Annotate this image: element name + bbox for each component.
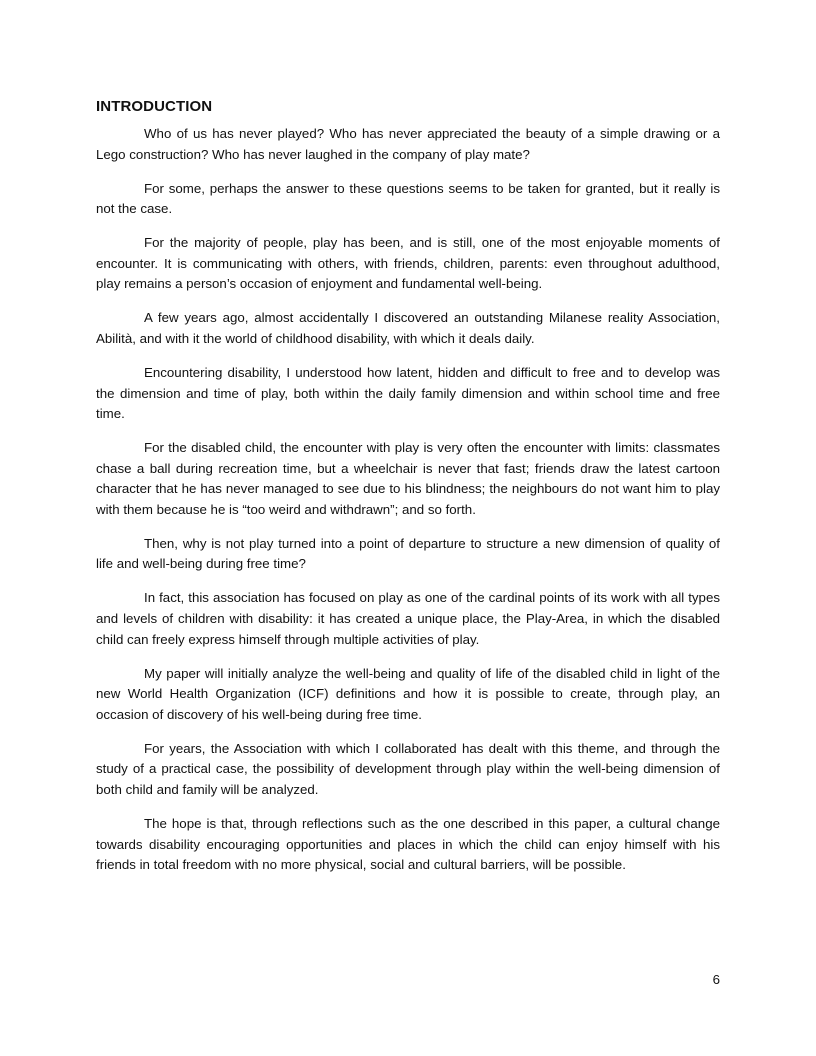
page-content xyxy=(96,96,720,889)
paragraph-9: My paper will initially analyze the well-being and quality of life of the disabled child in light of the new World Health Organization (ICF) definitions and how it is possible to create, through play, an occasion of discovery of his well-being during free time. xyxy=(96,665,720,722)
paragraph-10: For years, the Association with which I collaborated has dealt with this theme, and through the study of a practical case, the possibility of development through play within the well-being dimension of both child and family will be analyzed. xyxy=(96,740,720,797)
paragraph-2: For some, perhaps the answer to these questions seems to be taken for granted, but it really is not the case. xyxy=(96,180,720,217)
paragraph-7: Then, why is not play turned into a point of departure to structure a new dimension of quality of life and well-being during free time? xyxy=(96,535,720,572)
paragraph-5: Encountering disability, I understood how latent, hidden and difficult to free and to develop was the dimension and time of play, both within the daily family dimension and within school time and free time. xyxy=(96,364,720,422)
paragraph-3: For the majority of people, play has been, and is still, one of the most enjoyable moments of encounter. It is communicating with others, with friends, children, parents: even throughout adulthood, play remains a person’s occasion of enjoyment and fundamental well-being. xyxy=(96,235,720,292)
section-heading: INTRODUCTION xyxy=(96,98,213,115)
paragraph-1: Who of us has never played? Who has never appreciated the beauty of a simple drawing or a Lego construction? Who has never laughed in the company of play mate? xyxy=(96,126,720,162)
paragraph-6: For the disabled child, the encounter with play is very often the encounter with limits: classmates chase a ball during recreation time, but a wheelchair is never that fast; friends draw the latest cartoon character that he has never managed to see due to his blindness; the neighbours do not want him to play with them because he is “too weird and withdrawn”; and so forth. xyxy=(96,440,720,517)
paragraph-4: A few years ago, almost accidentally I discovered an outstanding Milanese reality Association, Abilità, and with it the world of childhood disability, with which it deals daily. xyxy=(96,310,720,346)
page-number: 6 xyxy=(712,972,720,987)
paragraph-8: In fact, this association has focused on play as one of the cardinal points of its work with all types and levels of children with disability: it has created a unique place, the Play-Area, in which the disabled child can freely express himself through multiple activities of play. xyxy=(96,590,720,647)
paragraph-11: The hope is that, through reflections such as the one described in this paper, a cultural change towards disability encouraging opportunities and places in which the child can enjoy himself with his friends in total freedom with no more physical, social and cultural barriers, will be possible. xyxy=(96,815,720,873)
